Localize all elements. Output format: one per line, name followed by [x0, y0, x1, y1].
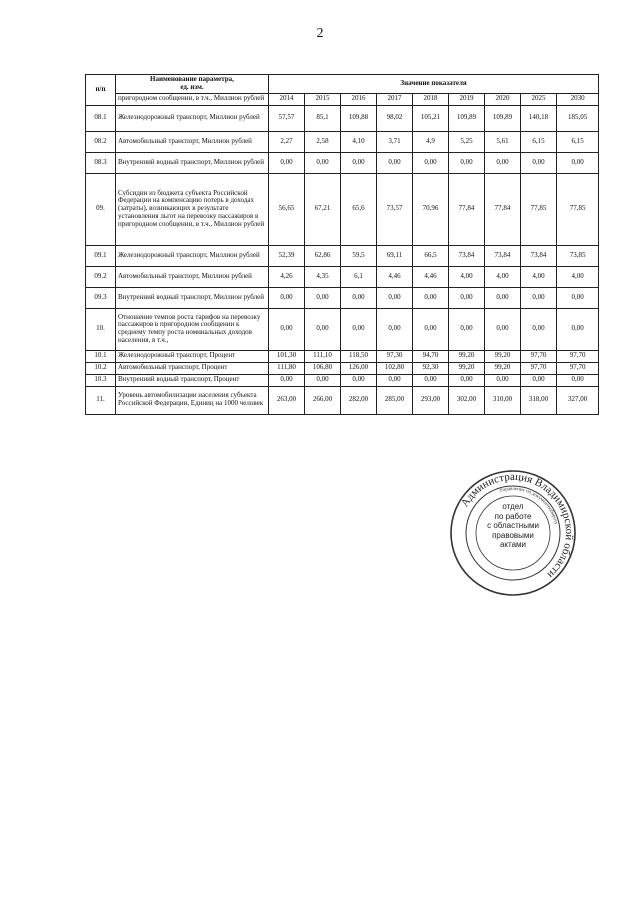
- row-name: Внутренний водный транспорт, Процент: [116, 374, 269, 386]
- stamp-inner-line: по работе: [494, 511, 532, 521]
- row-value: 4,00: [485, 266, 521, 287]
- row-value: 6,1: [341, 266, 377, 287]
- row-value: 99,20: [449, 350, 485, 362]
- official-stamp: [448, 468, 578, 598]
- row-value: 109,89: [485, 105, 521, 131]
- row-value: 0,00: [557, 308, 599, 350]
- row-value: 0,00: [449, 374, 485, 386]
- row-value: 6,15: [521, 131, 557, 152]
- row-value: 5,61: [485, 131, 521, 152]
- row-value: 0,00: [449, 152, 485, 173]
- row-name: Железнодорожный транспорт, Миллион рублей: [116, 105, 269, 131]
- row-value: 0,00: [413, 374, 449, 386]
- row-value: 99,20: [449, 362, 485, 374]
- row-value: 111,10: [305, 350, 341, 362]
- row-value: 97,70: [521, 362, 557, 374]
- row-name: Автомобильный транспорт, Миллион рублей: [116, 131, 269, 152]
- row-value: 0,00: [269, 152, 305, 173]
- row-value: 0,00: [521, 308, 557, 350]
- row-value: 56,65: [269, 173, 305, 245]
- row-value: 77,84: [449, 173, 485, 245]
- header-year: 2017: [377, 93, 413, 105]
- row-value: 57,57: [269, 105, 305, 131]
- row-name: Автомобильный транспорт, Процент: [116, 362, 269, 374]
- page-number: 2: [316, 26, 324, 41]
- row-value: 266,00: [305, 386, 341, 414]
- table-row: [86, 374, 599, 386]
- header-name-line2: ед. изм.: [180, 82, 204, 91]
- row-value: 0,00: [341, 287, 377, 308]
- row-value: 0,00: [269, 308, 305, 350]
- row-value: 4,00: [521, 266, 557, 287]
- row-value: 0,00: [377, 287, 413, 308]
- row-name: Железнодорожный транспорт, Процент: [116, 350, 269, 362]
- row-value: 185,05: [557, 105, 599, 131]
- row-value: 105,21: [413, 105, 449, 131]
- row-value: 52,39: [269, 245, 305, 266]
- row-value: 0,00: [377, 152, 413, 173]
- row-value: 73,85: [557, 245, 599, 266]
- row-value: 77,85: [557, 173, 599, 245]
- row-value: 4,46: [413, 266, 449, 287]
- stamp-inner-text: [473, 502, 553, 550]
- header-values: Значение показателя: [269, 75, 599, 94]
- row-value: 94,70: [413, 350, 449, 362]
- row-value: 92,30: [413, 362, 449, 374]
- row-value: 5,25: [449, 131, 485, 152]
- continuation-row-text: пригородном сообщении, в т.ч., Миллион рублей: [116, 93, 269, 105]
- row-value: 97,30: [377, 350, 413, 362]
- row-value: 293,00: [413, 386, 449, 414]
- stamp-inner-line: отдел: [502, 502, 524, 511]
- row-value: 0,00: [557, 152, 599, 173]
- row-value: 0,00: [521, 374, 557, 386]
- indicator-table: [85, 74, 599, 415]
- header-year: 2019: [449, 93, 485, 105]
- header-year: 2018: [413, 93, 449, 105]
- row-value: 263,00: [269, 386, 305, 414]
- table-row: [86, 152, 599, 173]
- row-value: 318,00: [521, 386, 557, 414]
- row-value: 0,00: [305, 374, 341, 386]
- row-value: 0,00: [449, 308, 485, 350]
- row-value: 73,84: [449, 245, 485, 266]
- row-code: 09.: [86, 173, 116, 245]
- row-value: 3,71: [377, 131, 413, 152]
- row-value: 66,5: [413, 245, 449, 266]
- row-value: 0,00: [269, 287, 305, 308]
- row-value: 98,02: [377, 105, 413, 131]
- row-value: 101,30: [269, 350, 305, 362]
- row-value: 73,84: [485, 245, 521, 266]
- row-code: 08.3: [86, 152, 116, 173]
- row-code: 10.3: [86, 374, 116, 386]
- row-value: 4,26: [269, 266, 305, 287]
- row-value: 0,00: [485, 152, 521, 173]
- row-code: 09.2: [86, 266, 116, 287]
- row-value: 0,00: [377, 374, 413, 386]
- row-value: 0,00: [305, 308, 341, 350]
- row-name: Внутренний водный транспорт, Миллион рублей: [116, 152, 269, 173]
- table-row: [86, 287, 599, 308]
- row-value: 4,00: [449, 266, 485, 287]
- row-code: 10.1: [86, 350, 116, 362]
- header-year: 2015: [305, 93, 341, 105]
- row-value: 4,10: [341, 131, 377, 152]
- row-value: 327,00: [557, 386, 599, 414]
- row-value: 69,11: [377, 245, 413, 266]
- row-value: 0,00: [305, 287, 341, 308]
- row-value: 73,84: [521, 245, 557, 266]
- row-value: 118,50: [341, 350, 377, 362]
- row-value: 0,00: [521, 287, 557, 308]
- table-row: [86, 245, 599, 266]
- row-value: 4,35: [305, 266, 341, 287]
- stamp-middle-text: Управление по документообороту: [498, 486, 559, 526]
- row-value: 4,00: [557, 266, 599, 287]
- row-value: 0,00: [521, 152, 557, 173]
- row-value: 99,20: [485, 350, 521, 362]
- row-value: 65,6: [341, 173, 377, 245]
- row-value: 102,80: [377, 362, 413, 374]
- row-code: 09.1: [86, 245, 116, 266]
- row-name: Отношение темпов роста тарифов на перевозку пассажиров в пригородном сообщении к среднему темпу роста номинальных доходов населения, в т.ч.,: [116, 308, 269, 350]
- row-value: 0,00: [341, 308, 377, 350]
- row-code: 09.3: [86, 287, 116, 308]
- table-row: [86, 386, 599, 414]
- row-value: 106,80: [305, 362, 341, 374]
- table-row: [86, 173, 599, 245]
- row-value: 4,46: [377, 266, 413, 287]
- row-value: 6,15: [557, 131, 599, 152]
- header-code: п/п: [86, 75, 116, 106]
- header-year: 2020: [485, 93, 521, 105]
- row-value: 0,00: [485, 308, 521, 350]
- row-value: 59,5: [341, 245, 377, 266]
- row-value: 0,00: [341, 374, 377, 386]
- row-value: 282,00: [341, 386, 377, 414]
- stamp-inner-line: актами: [499, 540, 527, 550]
- header-year: 2014: [269, 93, 305, 105]
- row-value: 97,70: [557, 362, 599, 374]
- row-value: 0,00: [341, 152, 377, 173]
- row-value: 85,1: [305, 105, 341, 131]
- row-value: 0,00: [449, 287, 485, 308]
- row-value: 0,00: [413, 308, 449, 350]
- header-name-line1: Наименование параметра,: [150, 75, 234, 83]
- row-value: 4,9: [413, 131, 449, 152]
- row-value: 111,80: [269, 362, 305, 374]
- row-value: 140,18: [521, 105, 557, 131]
- row-value: 77,84: [485, 173, 521, 245]
- header-year: 2030: [557, 93, 599, 105]
- row-value: 67,21: [305, 173, 341, 245]
- row-name: Автомобильный транспорт, Миллион рублей: [116, 266, 269, 287]
- row-name: Внутренний водный транспорт, Миллион рублей: [116, 287, 269, 308]
- row-value: 62,86: [305, 245, 341, 266]
- row-name: Субсидии из бюджета субъекта Российской Федерации на компенсацию потерь в доходах (затраты), возникающих в результате установления льгот на перевозку пассажиров в пригородном сообщении, в т.ч., Миллион рублей: [116, 173, 269, 245]
- row-name: Уровень автомобилизации населения субъекта Российской Федерации, Единиц на 1000 человек: [116, 386, 269, 414]
- row-value: 70,96: [413, 173, 449, 245]
- stamp-inner-line: с областными: [487, 521, 539, 531]
- table-row: [86, 308, 599, 350]
- row-value: 99,20: [485, 362, 521, 374]
- row-code: 08.1: [86, 105, 116, 131]
- row-value: 77,85: [521, 173, 557, 245]
- row-value: 73,57: [377, 173, 413, 245]
- row-value: 109,89: [449, 105, 485, 131]
- row-value: 2,27: [269, 131, 305, 152]
- stamp-inner-line: правовыми: [492, 530, 534, 540]
- row-value: 0,00: [269, 374, 305, 386]
- row-value: 0,00: [413, 152, 449, 173]
- row-value: 0,00: [413, 287, 449, 308]
- table-row: [86, 266, 599, 287]
- row-value: 310,00: [485, 386, 521, 414]
- header-year: 2016: [341, 93, 377, 105]
- row-code: 10.: [86, 308, 116, 350]
- row-value: 285,00: [377, 386, 413, 414]
- row-value: 97,70: [557, 350, 599, 362]
- header-year: 2025: [521, 93, 557, 105]
- row-code: 08.2: [86, 131, 116, 152]
- row-value: 0,00: [485, 287, 521, 308]
- row-value: 0,00: [557, 374, 599, 386]
- stamp-outer-text: Администрация Владимирской области: [458, 470, 576, 581]
- row-value: 0,00: [485, 374, 521, 386]
- table-row: [86, 362, 599, 374]
- row-value: 0,00: [305, 152, 341, 173]
- row-value: 302,00: [449, 386, 485, 414]
- header-parameter-name: [116, 75, 269, 94]
- row-name: Железнодорожный транспорт, Миллион рублей: [116, 245, 269, 266]
- table-row: [86, 350, 599, 362]
- row-code: 10.2: [86, 362, 116, 374]
- row-value: 2,58: [305, 131, 341, 152]
- table-row: [86, 105, 599, 131]
- row-value: 97,70: [521, 350, 557, 362]
- table-row: [86, 131, 599, 152]
- row-value: 0,00: [557, 287, 599, 308]
- row-code: 11.: [86, 386, 116, 414]
- row-value: 0,00: [377, 308, 413, 350]
- row-value: 126,00: [341, 362, 377, 374]
- row-value: 109,88: [341, 105, 377, 131]
